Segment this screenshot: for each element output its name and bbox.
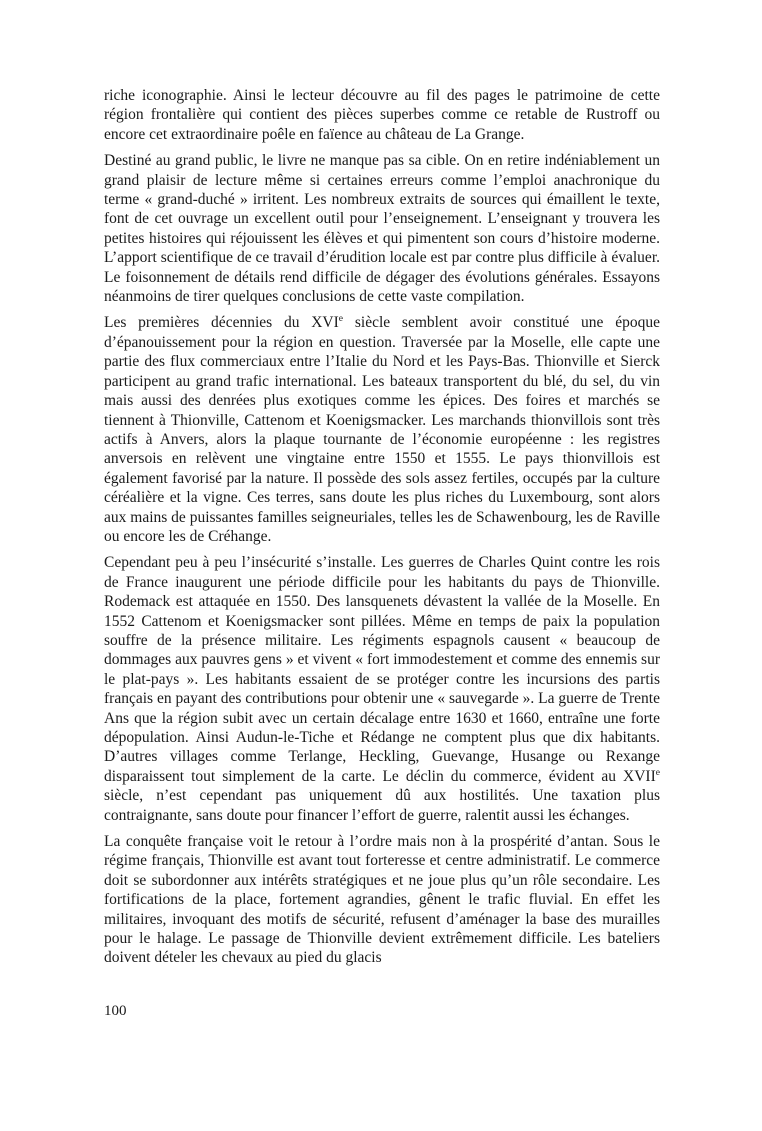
- paragraph: Les premières décennies du XVIe siècle semblent avoir constitué une époque d’épanouissement pour la région en question. Traversée par la Moselle, elle capte une partie des flux commerciaux entre l’Italie du Nord et les Pays-Bas. Thionville et Sierck participent au grand trafic international. Les bateaux transportent du blé, du sel, du vin mais aussi des denrées plus exotiques comme les épices. Des foires et marchés se tiennent à Thionville, Cattenom et Koenigsmacker. Les marchands thionvillois sont très actifs à Anvers, alors la plaque tournante de l’économie européenne : les registres anversois en relèvent une vingtaine entre 1550 et 1555. Le pays thionvillois est également favorisé par la nature. Il possède des sols assez fertiles, occupés par la culture céréalière et la vigne. Ces terres, sans doute les plus riches du Luxembourg, sont alors aux mains de puissantes familles seigneuriales, telles les de Schawenbourg, les de Raville ou encore les de Créhange.: [104, 313, 660, 545]
- paragraph: Cependant peu à peu l’insécurité s’installe. Les guerres de Charles Quint contre les rois de France inaugurent une période difficile pour les habitants du pays de Thionville. Rodemack est attaquée en 1550. Des lansquenets dévastent la vallée de la Moselle. En 1552 Cattenom et Koenigsmacker sont pillées. Même en temps de paix la population souffre de la présence militaire. Les régiments espagnols causent « beaucoup de dommages aux pauvres gens » et vivent « fort immodestement et comme des ennemis sur le plat-pays ». Les habitants essaient de se protéger contre les incursions des partis français en payant des contributions pour obtenir une « sauvegarde ». La guerre de Trente Ans que la région subit avec un certain décalage entre 1630 et 1660, entraîne une forte dépopulation. Ainsi Audun-le-Tiche et Rédange ne comptent plus que dix habitants. D’autres villages comme Terlange, Heckling, Guevange, Husange ou Rexange disparaissent tout simplement de la carte. Le déclin du commerce, évident au XVIIe siècle, n’est cependant pas uniquement dû aux hostilités. Une taxation plus contraignante, sans doute pour financer l’effort de guerre, ralentit aussi les échanges.: [104, 554, 660, 824]
- paragraph: La conquête française voit le retour à l’ordre mais non à la prospérité d’antan. Sous le régime français, Thionville est avant tout forteresse et centre administratif. Le commerce doit se subordonner aux intérêts stratégiques et ne joue plus qu’un rôle secondaire. Les fortifications de la place, fortement agrandies, gênent le trafic fluvial. En effet les militaires, invoquant des motifs de sécurité, refusent d’aménager la base des murailles pour le halage. Le passage de Thionville devient extrêmement difficile. Les bateliers doivent dételer les chevaux au pied du glacis: [104, 833, 660, 967]
- paragraph: Destiné au grand public, le livre ne manque pas sa cible. On en retire indéniablement un grand plaisir de lecture même si certaines erreurs comme l’emploi anachronique du terme « grand-duché » irritent. Les nombreux extraits de sources qui émaillent le texte, font de cet ouvrage un excellent outil pour l’enseignement. L’enseignant y trouvera les petites histoires qui réjouissent les élèves et qui pimentent son cours d’histoire moderne. L’apport scientifique de ce travail d’érudition locale est par contre plus difficile à évaluer. Le foisonnement de détails rend difficile de dégager des évolutions générales. Essayons néanmoins de tirer quelques conclusions de cette vaste compilation.: [104, 152, 660, 306]
- page-number: 100: [104, 1003, 127, 1019]
- page-body: [104, 86, 660, 975]
- paragraph: riche iconographie. Ainsi le lecteur découvre au fil des pages le patrimoine de cette région frontalière qui contient des pièces superbes comme ce retable de Rustroff ou encore cet extraordinaire poêle en faïence au château de La Grange.: [104, 87, 660, 143]
- superscript: e: [655, 766, 660, 778]
- superscript: e: [338, 313, 344, 325]
